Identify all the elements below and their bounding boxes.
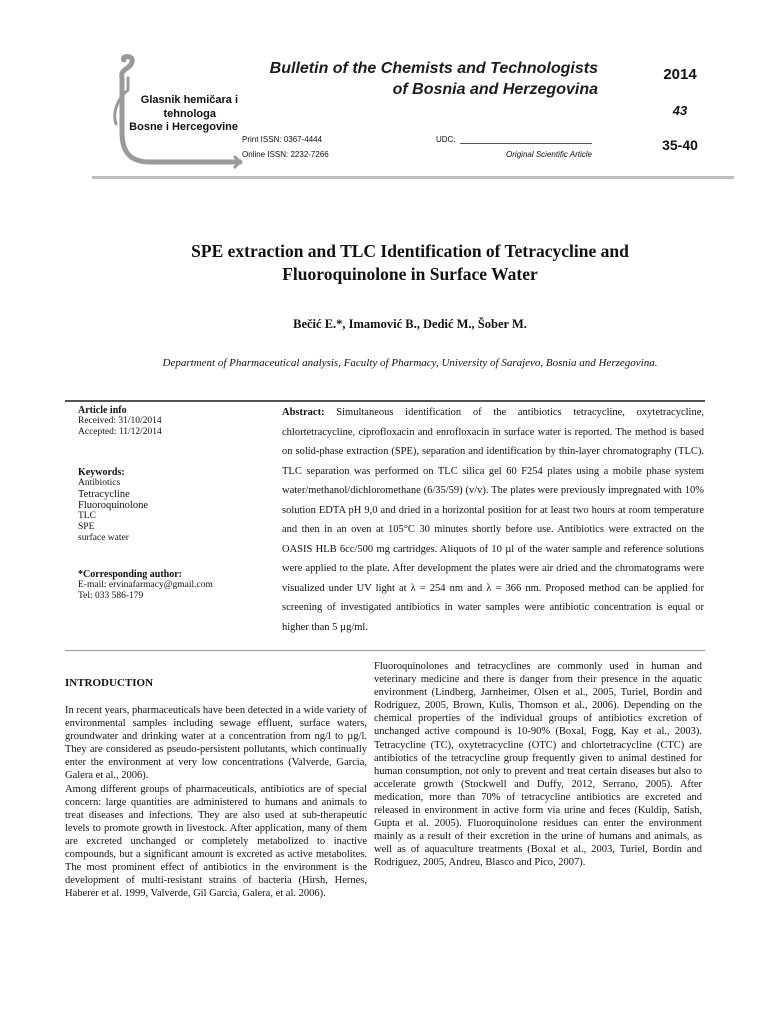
online-issn: Online ISSN: 2232-7266: [242, 150, 329, 159]
print-issn: Print ISSN: 0367-4444: [242, 135, 323, 144]
author-phone: Tel: 033 586-179: [78, 591, 144, 601]
udc-blank-line: [460, 143, 592, 144]
paper-title: SPE extraction and TLC Identification of Tetracycline and Fluoroquinolone in Surface Water: [191, 241, 629, 284]
paragraph: Fluoroquinolones and tetracyclines are commonly used in human and veterinary medicine and there is danger from their presence in the aquatic environment (Lindberg, Jarnheimer, Olsen et al., 2005, Turiel, Bordin and Rodriguez, 2005, Brown, Kulis, Thomson et al., 2006). Depending on the chemical properties of the individual groups of antibiotics excretion of unchanged active compound is 10-90% (Boxal, Fogg, Kay et al., 2003). Tetracycline (TC), oxytetracycline (OTC) and chlortetracycline (CTC) are antibiotics of the tetracycline group frequently given to animal destined for human consumption, not only to prevent and treat certain diseases but also to accelerate growth (Stockwell and Duffy, 2012, Serrano, 2005). After medication, more than 70% of tetracycline antibiotics are excreted and released in environment in active form via urine and feces (Kuldip, Satish, Gupta et al. 2005). Fluoroquinolone residues can enter the environment mainly as a result of their excretion in the urine of humans and animals, as well as of aquaculture treatments (Boxal et al., 2003, Turiel, Bordin and Rodriguez, 2005, Andreu, Blasco and Pico, 2007).: [374, 661, 702, 869]
abstract: [282, 403, 704, 637]
page-range: 35-40: [662, 137, 698, 153]
paragraph: In recent years, pharmaceuticals have been detected in a wide variety of environmental samples including sewage effluent, surface waters, groundwater and drinking water at a concentration from ng/l to µg/l. They are considered as pseudo-persistent pollutants, which continually enter the environment at very low concentrations (Valverde, Garcia, Galera et al., 2006).: [65, 705, 368, 782]
article-type: Original Scientific Article: [506, 150, 592, 159]
volume-number: 43: [672, 103, 688, 118]
logo-text: Glasnik hemičara i tehnologa Bosne i Hercegovine: [129, 94, 238, 133]
keyword: surface water: [78, 533, 129, 543]
keyword: Antibiotics: [78, 478, 121, 488]
keyword: Fluoroquinolone: [78, 500, 148, 511]
info-top-divider: [65, 400, 705, 402]
keyword: SPE: [78, 522, 95, 532]
paragraph: Among different groups of pharmaceuticals, antibiotics are of special concern: large quantities are administered to humans and animals to treat diseases and infections. They are also used at sub-therapeutic levels to promote growth in livestock. After application, many of them are excreted unchanged or completely metabolized to inactive compounds, but a significant amount is excreted as active metabolites. The most prominent effect of antibiotics in the environment is the development of multi-resistant strains of bacteria (Hirsh, Hernes, Haberer et al. 1999, Valverde, Gil Garcia, Galera, et al. 2006).: [65, 783, 367, 900]
journal-title: Bulletin of the Chemists and Technologists of Bosnia and Herzegovina: [269, 60, 598, 98]
article-info-heading: Article info: [78, 405, 127, 416]
accepted-date: Accepted: 11/12/2014: [78, 427, 162, 437]
info-bottom-divider: [65, 650, 705, 651]
affiliation: Department of Pharmaceutical analysis, Faculty of Pharmacy, University of Sarajevo, Bosnia and Herzegovina.: [162, 357, 658, 369]
udc-label: UDC:: [436, 135, 456, 144]
right-column: [374, 660, 702, 870]
keyword: Tetracycline: [78, 489, 130, 500]
author-list: Bečić E.*, Imamović B., Dedić M., Šober M.: [293, 317, 527, 331]
header-divider: [92, 176, 734, 179]
corresponding-author-heading: *Corresponding author:: [78, 569, 182, 580]
keyword: TLC: [78, 511, 96, 521]
introduction-heading: INTRODUCTION: [65, 677, 154, 689]
keywords-heading: Keywords:: [78, 467, 125, 478]
publication-year: 2014: [663, 66, 697, 83]
left-column: [65, 704, 367, 900]
abstract-text: Simultaneous identification of the antibiotics tetracycline, oxytetracycline, chlortetracycline, ciprofloxacin and enrofloxacin in surface water is reported. The method is based on solid-phase extraction (SPE), separation and identification by thin-layer chromatography (TLC). TLC separation was performed on TLC silica gel 60 F254 plates using a mobile phase system water/methanol/dichloromethane (6/35/59) (v/v). The plates were previously impregnated with 10% solution EDTA pH 9,0 and dried in a horizontal position for at least two hours at room temperature and then in an oven at 105°C 30 minutes shortly before use. Antibiotics were extracted on the OASIS HLB 6cc/500 mg cartridges. Aliquots of 10 µl of the water sample and reference solutions were applied to the plate. After development the plates were air dried and the chromatograms were visualized under UV light at λ = 254 nm and λ = 366 nm. Proposed method can be applied for screening of investigated antibiotics in water samples were antibiotic concentration is equal or higher than 5 µg/ml.: [282, 407, 704, 633]
abstract-label: Abstract:: [282, 407, 325, 418]
received-date: Received: 31/10/2014: [78, 416, 162, 426]
article-info: [78, 405, 268, 602]
author-email[interactable]: E-mail: ervinafarmacy@gmail.com: [78, 580, 213, 590]
